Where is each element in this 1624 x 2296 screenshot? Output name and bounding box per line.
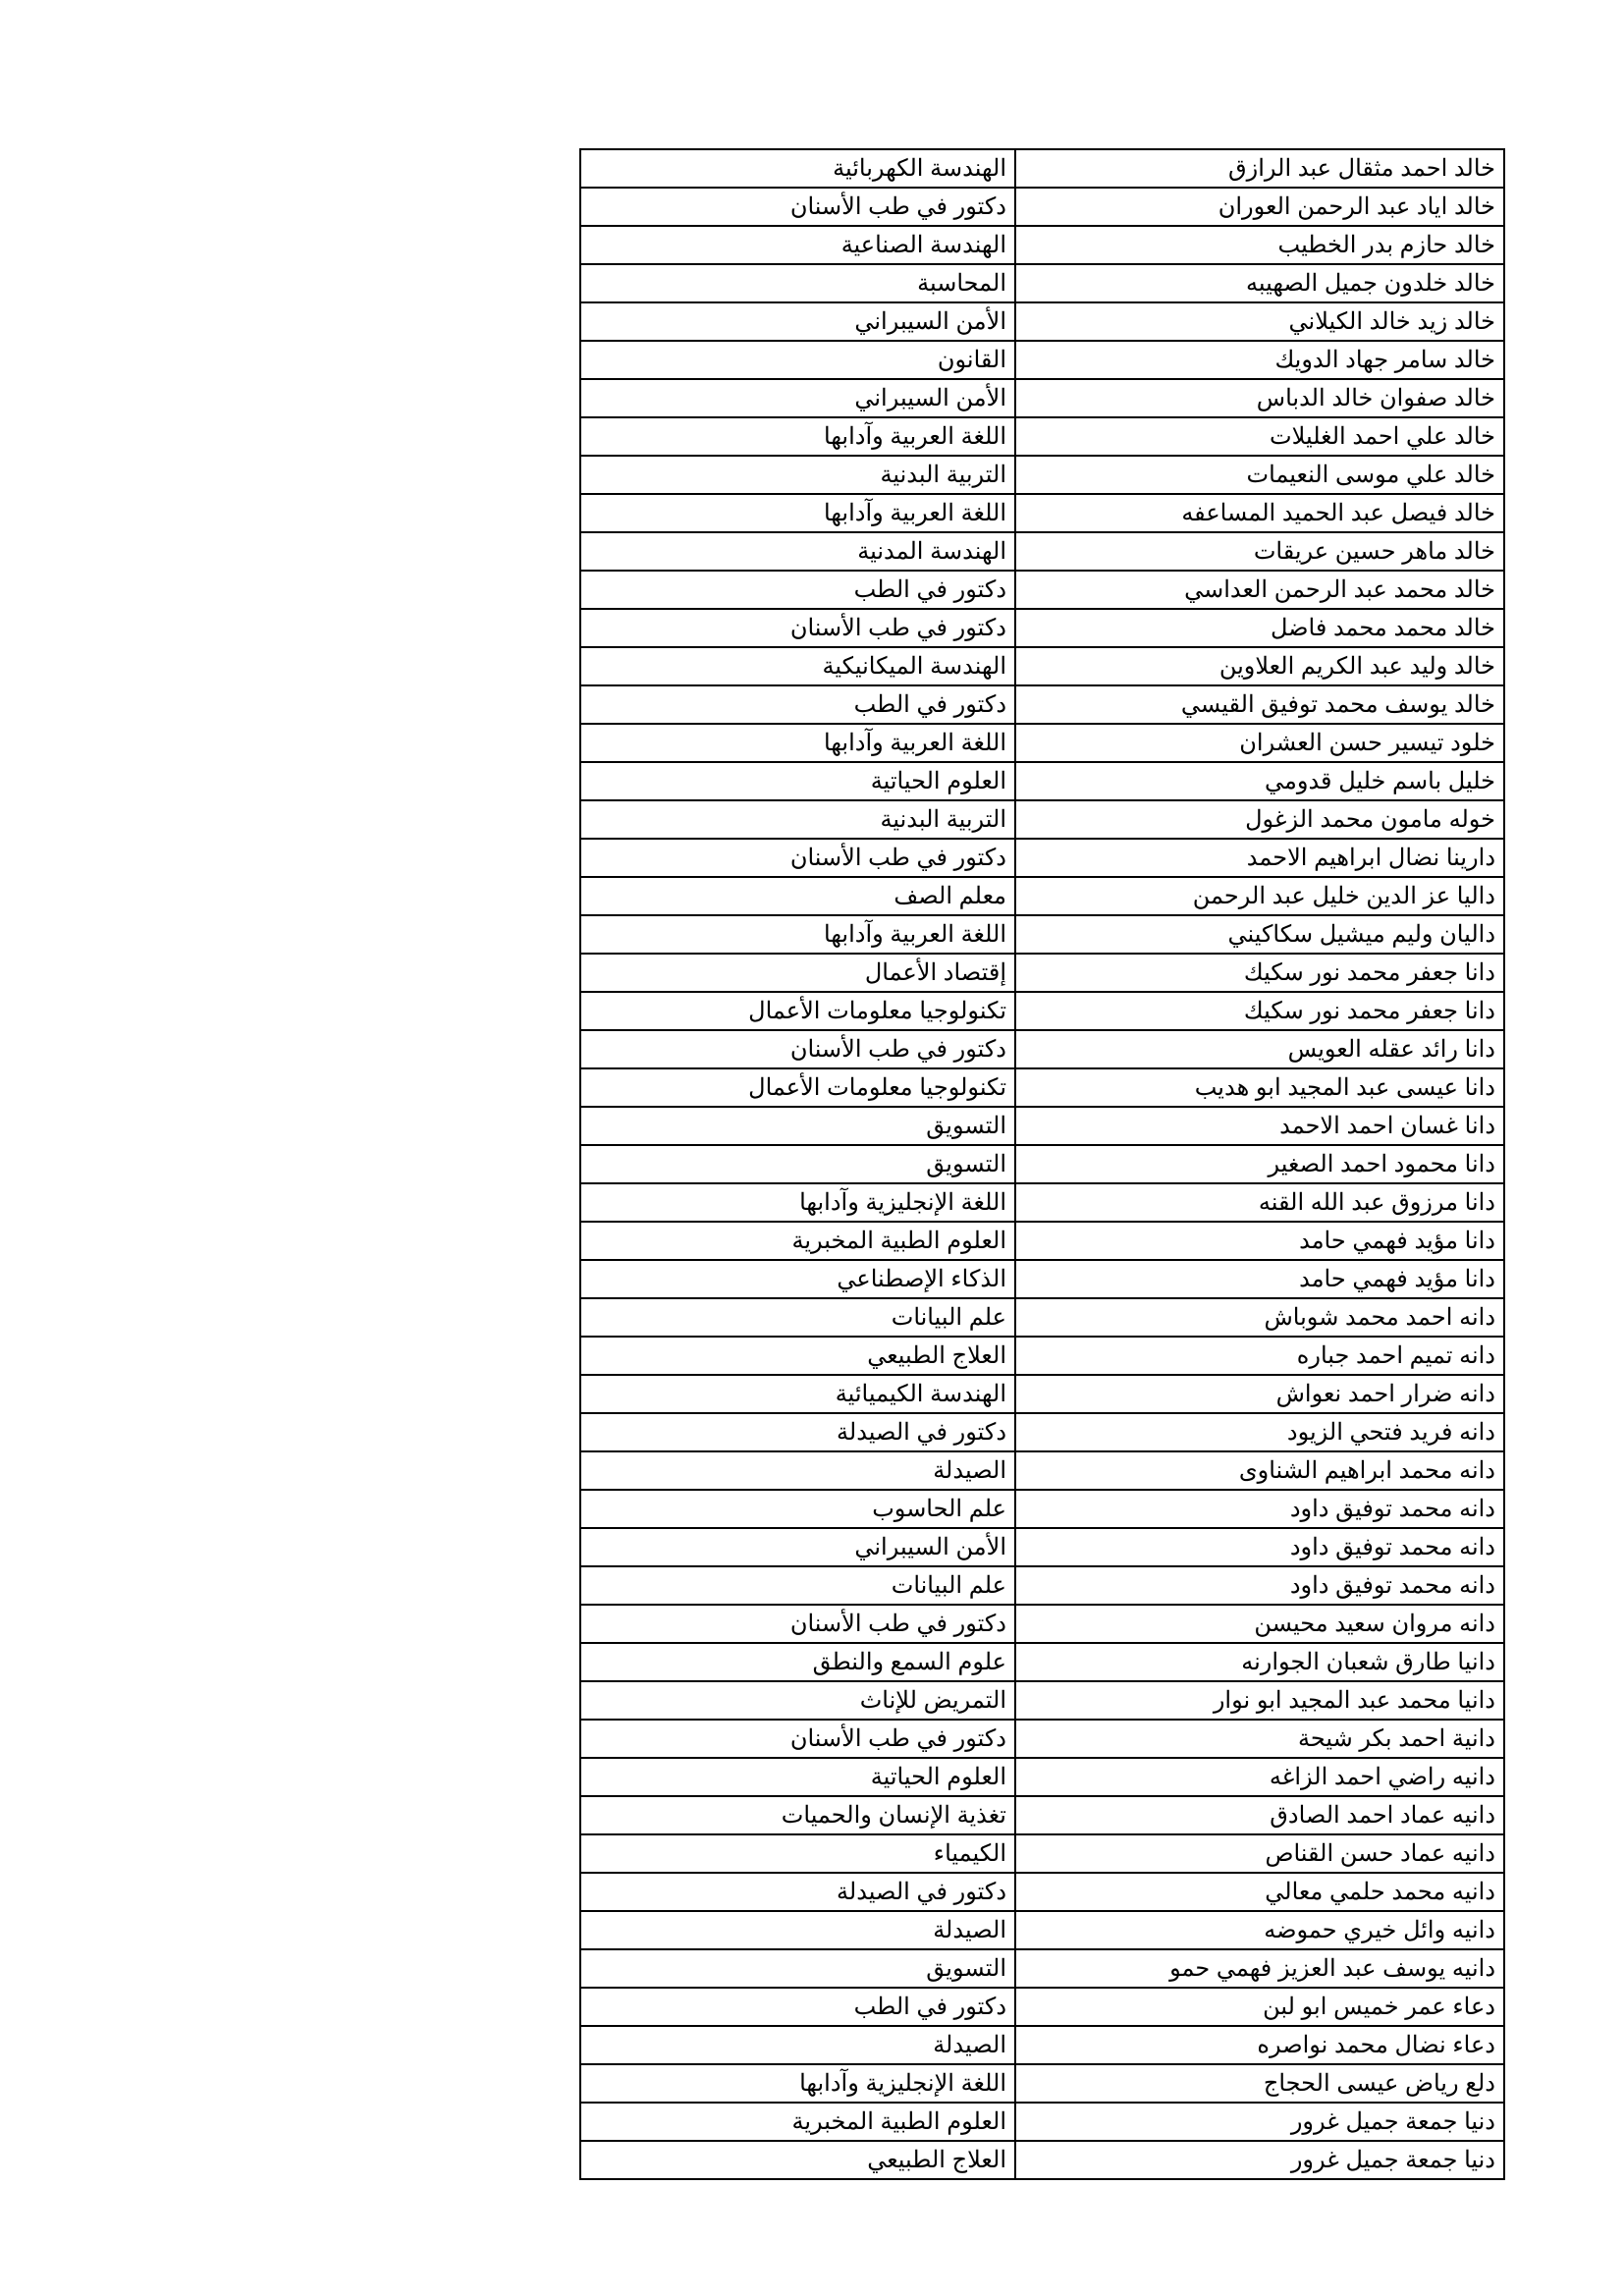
student-name-cell: خالد سامر جهاد الدويك xyxy=(1015,341,1504,379)
major-cell: دكتور في الطب xyxy=(580,685,1015,724)
student-name-cell: خليل باسم خليل قدومي xyxy=(1015,762,1504,800)
student-name-cell: داليا عز الدين خليل عبد الرحمن xyxy=(1015,877,1504,915)
student-name-cell: دانه محمد توفيق داود xyxy=(1015,1490,1504,1528)
table-row xyxy=(580,188,1504,226)
table-row xyxy=(580,379,1504,417)
table-row xyxy=(580,532,1504,571)
major-cell: دكتور في طب الأسنان xyxy=(580,839,1015,877)
table-row xyxy=(580,762,1504,800)
table-row xyxy=(580,1145,1504,1183)
student-name-cell: دعاء نضال محمد نواصره xyxy=(1015,2026,1504,2064)
major-cell: الهندسة المدنية xyxy=(580,532,1015,571)
major-cell: التربية البدنية xyxy=(580,456,1015,494)
major-cell: التسويق xyxy=(580,1949,1015,1988)
table-row xyxy=(580,571,1504,609)
student-name-cell: دانيه يوسف عبد العزيز فهمي حمو xyxy=(1015,1949,1504,1988)
student-name-cell: دانه فريد فتحي الزيود xyxy=(1015,1413,1504,1451)
major-cell: اللغة العربية وآدابها xyxy=(580,915,1015,954)
table-row xyxy=(580,1796,1504,1834)
table-row xyxy=(580,1720,1504,1758)
student-name-cell: دانه مروان سعيد محيسن xyxy=(1015,1605,1504,1643)
table-row xyxy=(580,1528,1504,1566)
major-cell: العلاج الطبيعي xyxy=(580,2141,1015,2179)
student-name-cell: دارينا نضال ابراهيم الاحمد xyxy=(1015,839,1504,877)
major-cell: دكتور في طب الأسنان xyxy=(580,1030,1015,1068)
table-row xyxy=(580,226,1504,264)
major-cell: دكتور في طب الأسنان xyxy=(580,1605,1015,1643)
student-name-cell: دانه تميم احمد جباره xyxy=(1015,1337,1504,1375)
major-cell: الأمن السيبراني xyxy=(580,1528,1015,1566)
student-name-cell: دانا مرزوق عبد الله القنه xyxy=(1015,1183,1504,1222)
table-row xyxy=(580,1337,1504,1375)
student-name-cell: دانه ضرار احمد نعواش xyxy=(1015,1375,1504,1413)
major-cell: العلوم الطبية المخبرية xyxy=(580,2103,1015,2141)
major-cell: القانون xyxy=(580,341,1015,379)
names-majors-table xyxy=(579,148,1505,2180)
major-cell: التربية البدنية xyxy=(580,800,1015,839)
major-cell: اللغة العربية وآدابها xyxy=(580,417,1015,456)
table-row xyxy=(580,302,1504,341)
major-cell: دكتور في الطب xyxy=(580,1988,1015,2026)
student-name-cell: خلود تيسير حسن العشران xyxy=(1015,724,1504,762)
table-row xyxy=(580,1758,1504,1796)
table-row xyxy=(580,1107,1504,1145)
table-row xyxy=(580,1451,1504,1490)
student-name-cell: دانه محمد توفيق داود xyxy=(1015,1528,1504,1566)
table-row xyxy=(580,2141,1504,2179)
major-cell: التسويق xyxy=(580,1107,1015,1145)
table-row xyxy=(580,2103,1504,2141)
major-cell: دكتور في الطب xyxy=(580,571,1015,609)
table-row xyxy=(580,1260,1504,1298)
student-name-cell: دانه محمد توفيق داود xyxy=(1015,1566,1504,1605)
table-row xyxy=(580,877,1504,915)
major-cell: دكتور في الصيدلة xyxy=(580,1873,1015,1911)
student-name-cell: دانا غسان احمد الاحمد xyxy=(1015,1107,1504,1145)
student-name-cell: خالد خلدون جميل الصهيبه xyxy=(1015,264,1504,302)
major-cell: اللغة العربية وآدابها xyxy=(580,724,1015,762)
table-row xyxy=(580,2026,1504,2064)
table-row xyxy=(580,494,1504,532)
table-row xyxy=(580,264,1504,302)
student-name-cell: دانه محمد ابراهيم الشناوى xyxy=(1015,1451,1504,1490)
major-cell: الكيمياء xyxy=(580,1834,1015,1873)
student-name-cell: خالد زيد خالد الكيلاني xyxy=(1015,302,1504,341)
major-cell: الهندسة الصناعية xyxy=(580,226,1015,264)
student-name-cell: دانا رائد عقله العويس xyxy=(1015,1030,1504,1068)
table-row xyxy=(580,1911,1504,1949)
student-name-cell: خالد يوسف محمد توفيق القيسي xyxy=(1015,685,1504,724)
student-name-cell: دانية احمد بكر شيحة xyxy=(1015,1720,1504,1758)
table-row xyxy=(580,2064,1504,2103)
table-row xyxy=(580,839,1504,877)
major-cell: الذكاء الإصطناعي xyxy=(580,1260,1015,1298)
major-cell: العلوم الحياتية xyxy=(580,762,1015,800)
table-row xyxy=(580,1834,1504,1873)
major-cell: معلم الصف xyxy=(580,877,1015,915)
major-cell: دكتور في طب الأسنان xyxy=(580,1720,1015,1758)
table-row xyxy=(580,417,1504,456)
student-name-cell: خوله مامون محمد الزغول xyxy=(1015,800,1504,839)
student-name-cell: خالد صفوان خالد الدباس xyxy=(1015,379,1504,417)
student-name-cell: دانه احمد محمد شوباش xyxy=(1015,1298,1504,1337)
major-cell: تغذية الإنسان والحميات xyxy=(580,1796,1015,1834)
table-row xyxy=(580,1643,1504,1681)
table-row xyxy=(580,800,1504,839)
major-cell: تكنولوجيا معلومات الأعمال xyxy=(580,1068,1015,1107)
major-cell: الأمن السيبراني xyxy=(580,379,1015,417)
table-row xyxy=(580,1605,1504,1643)
student-name-cell: دانيه محمد حلمي معالي xyxy=(1015,1873,1504,1911)
student-name-cell: دلع رياض عيسى الحجاج xyxy=(1015,2064,1504,2103)
student-name-cell: خالد ماهر حسين عريقات xyxy=(1015,532,1504,571)
student-name-cell: خالد وليد عبد الكريم العلاوين xyxy=(1015,647,1504,685)
table-row xyxy=(580,1375,1504,1413)
student-name-cell: دانيه راضي احمد الزاغه xyxy=(1015,1758,1504,1796)
major-cell: الهندسة الميكانيكية xyxy=(580,647,1015,685)
table-row xyxy=(580,647,1504,685)
student-name-cell: دانا مؤيد فهمي حامد xyxy=(1015,1222,1504,1260)
table-body xyxy=(580,149,1504,2179)
table-row xyxy=(580,1183,1504,1222)
major-cell: علم البيانات xyxy=(580,1298,1015,1337)
student-name-cell: دانا جعفر محمد نور سكيك xyxy=(1015,954,1504,992)
student-name-cell: خالد علي موسى النعيمات xyxy=(1015,456,1504,494)
table-row xyxy=(580,456,1504,494)
major-cell: علم البيانات xyxy=(580,1566,1015,1605)
table-row xyxy=(580,685,1504,724)
major-cell: العلوم الحياتية xyxy=(580,1758,1015,1796)
student-name-cell: خالد محمد محمد فاضل xyxy=(1015,609,1504,647)
major-cell: دكتور في طب الأسنان xyxy=(580,188,1015,226)
major-cell: علوم السمع والنطق xyxy=(580,1643,1015,1681)
table-row xyxy=(580,992,1504,1030)
major-cell: علم الحاسوب xyxy=(580,1490,1015,1528)
student-name-cell: خالد حازم بدر الخطيب xyxy=(1015,226,1504,264)
student-name-cell: خالد علي احمد الغليلات xyxy=(1015,417,1504,456)
major-cell: الهندسة الكهربائية xyxy=(580,149,1015,188)
major-cell: الصيدلة xyxy=(580,1911,1015,1949)
major-cell: العلاج الطبيعي xyxy=(580,1337,1015,1375)
student-name-cell: خالد احمد مثقال عبد الرازق xyxy=(1015,149,1504,188)
major-cell: إقتصاد الأعمال xyxy=(580,954,1015,992)
table-row xyxy=(580,1949,1504,1988)
major-cell: الأمن السيبراني xyxy=(580,302,1015,341)
table-row xyxy=(580,954,1504,992)
student-name-cell: دنيا جمعة جميل غرور xyxy=(1015,2141,1504,2179)
student-name-cell: دانيه عماد احمد الصادق xyxy=(1015,1796,1504,1834)
student-name-cell: دانا عيسى عبد المجيد ابو هديب xyxy=(1015,1068,1504,1107)
major-cell: الهندسة الكيميائية xyxy=(580,1375,1015,1413)
major-cell: الصيدلة xyxy=(580,1451,1015,1490)
student-name-cell: دنيا جمعة جميل غرور xyxy=(1015,2103,1504,2141)
table-row xyxy=(580,1490,1504,1528)
table-row xyxy=(580,341,1504,379)
table-row xyxy=(580,1566,1504,1605)
major-cell: العلوم الطبية المخبرية xyxy=(580,1222,1015,1260)
major-cell: دكتور في طب الأسنان xyxy=(580,609,1015,647)
major-cell: الصيدلة xyxy=(580,2026,1015,2064)
student-name-cell: دانيا محمد عبد المجيد ابو نوار xyxy=(1015,1681,1504,1720)
table-row xyxy=(580,724,1504,762)
student-name-cell: دعاء عمر خميس ابو لبن xyxy=(1015,1988,1504,2026)
student-name-cell: خالد فيصل عبد الحميد المساعفه xyxy=(1015,494,1504,532)
table-row xyxy=(580,609,1504,647)
student-name-cell: خالد اياد عبد الرحمن العوران xyxy=(1015,188,1504,226)
major-cell: اللغة العربية وآدابها xyxy=(580,494,1015,532)
major-cell: المحاسبة xyxy=(580,264,1015,302)
student-name-cell: دانيه عماد حسن القناص xyxy=(1015,1834,1504,1873)
student-name-cell: دانا مؤيد فهمي حامد xyxy=(1015,1260,1504,1298)
student-name-cell: داليان وليم ميشيل سكاكيني xyxy=(1015,915,1504,954)
student-name-cell: دانيه وائل خيري حموضه xyxy=(1015,1911,1504,1949)
major-cell: تكنولوجيا معلومات الأعمال xyxy=(580,992,1015,1030)
table-row xyxy=(580,1873,1504,1911)
table-row xyxy=(580,149,1504,188)
student-name-cell: دانا محمود احمد الصغير xyxy=(1015,1145,1504,1183)
major-cell: دكتور في الصيدلة xyxy=(580,1413,1015,1451)
table-row xyxy=(580,1988,1504,2026)
major-cell: التسويق xyxy=(580,1145,1015,1183)
table-row xyxy=(580,1222,1504,1260)
student-name-cell: دانا جعفر محمد نور سكيك xyxy=(1015,992,1504,1030)
table-row xyxy=(580,1681,1504,1720)
major-cell: التمريض للإناث xyxy=(580,1681,1015,1720)
table-row xyxy=(580,915,1504,954)
table-row xyxy=(580,1030,1504,1068)
major-cell: اللغة الإنجليزية وآدابها xyxy=(580,1183,1015,1222)
table-row xyxy=(580,1068,1504,1107)
student-name-cell: دانيا طارق شعبان الجوارنه xyxy=(1015,1643,1504,1681)
table-row xyxy=(580,1298,1504,1337)
major-cell: اللغة الإنجليزية وآدابها xyxy=(580,2064,1015,2103)
student-name-cell: خالد محمد عبد الرحمن العداسي xyxy=(1015,571,1504,609)
table-row xyxy=(580,1413,1504,1451)
